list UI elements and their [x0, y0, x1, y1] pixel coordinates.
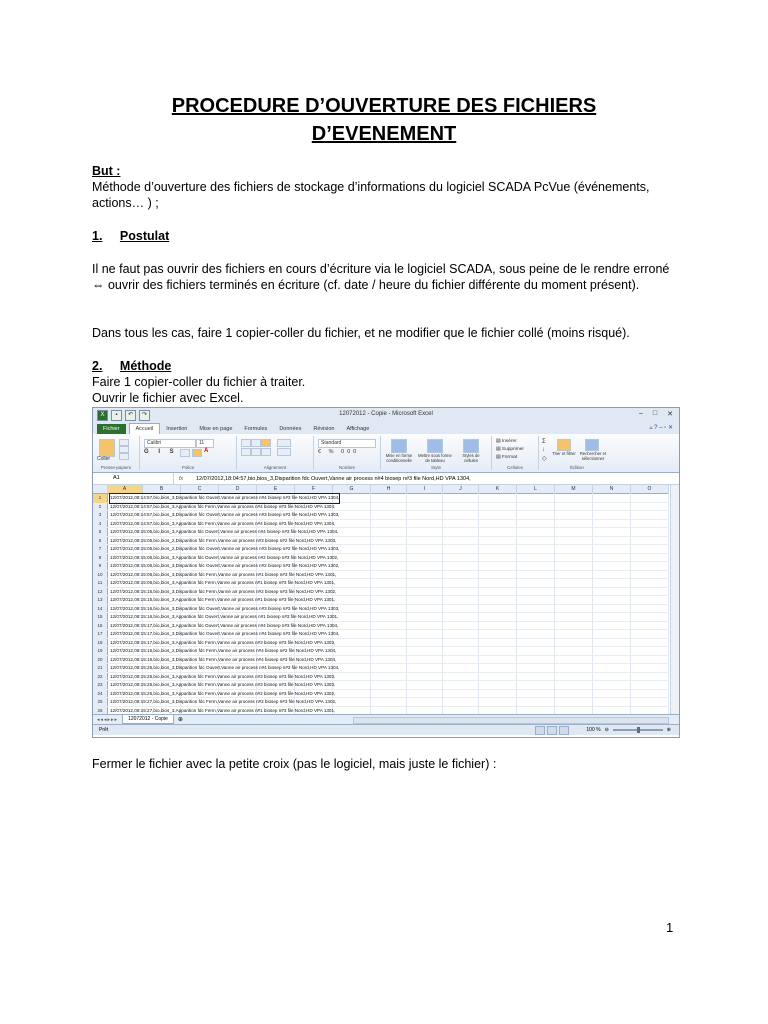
- ribbon-group-clipboard: [93, 436, 140, 470]
- row-header[interactable]: 3: [93, 511, 108, 521]
- ribbon-group-cells: [492, 436, 539, 470]
- paste-label: Coller: [97, 456, 111, 462]
- section2-number: 2.: [92, 359, 103, 373]
- row-header[interactable]: 26: [93, 707, 108, 717]
- row-header[interactable]: 2: [93, 503, 108, 513]
- clear-icon[interactable]: ◇: [542, 456, 547, 462]
- table-row[interactable]: 12/07/2012,08:15:26,bio,bios_3,Disparition fdc Ouvert,Vanne air process n#4 biosep n#3 file Nord,HD VPA 1304,: [110, 665, 340, 670]
- group-label-cells: Cellules: [506, 465, 523, 470]
- number-format-select[interactable]: Standard: [318, 439, 376, 448]
- column-header[interactable]: E: [257, 485, 295, 494]
- table-row[interactable]: 12/07/2012,08:15:15,bio,bios_3,Disparition fdc Ferm,Vanne air process n#2 biosep n#3 file Nord,HD VPA 1302,: [110, 588, 337, 594]
- copy-icon[interactable]: [119, 446, 129, 453]
- group-label-number: Nombre: [338, 465, 355, 470]
- align-bottom-icon[interactable]: [261, 439, 271, 447]
- conditional-format-icon[interactable]: [391, 439, 407, 453]
- wrap-text-icon[interactable]: [277, 439, 291, 447]
- insert-button[interactable]: ▤ Insérer: [496, 439, 517, 444]
- table-row[interactable]: 12/07/2012,08:15:17,bio,bios_3,Apparition fdc Ferm,Vanne air process n#3 biosep n#3 file Nord,HD VPA 1303,: [110, 639, 336, 645]
- row-header[interactable]: 4: [93, 520, 108, 530]
- table-row[interactable]: 12/07/2012,08:15:16,bio,bios_3,Disparition fdc Ouvert,Vanne air process n#3 biosep n#3 file Nord,HD VPA 1303,: [110, 605, 340, 611]
- help-icon[interactable]: ?: [654, 425, 658, 431]
- row-header[interactable]: 22: [93, 673, 108, 683]
- align-middle-icon[interactable]: [251, 439, 261, 447]
- close-icon[interactable]: ✕: [667, 411, 673, 418]
- but-text: Méthode d’ouverture des fichiers de stockage d’informations du logiciel SCADA PcVue (événements, actions… ) ;: [92, 180, 650, 210]
- row-header[interactable]: 25: [93, 698, 108, 708]
- minimize-icon[interactable]: –: [638, 410, 643, 417]
- find-select-icon[interactable]: [585, 439, 599, 451]
- fermer-text: Fermer le fichier avec la petite croix (pas le logiciel, mais juste le fichier) :: [92, 757, 497, 771]
- table-row[interactable]: 12/07/2012,08:15:26,bio,bios_3,Apparition fdc Ferm,Vanne air process n#3 biosep n#3 file Nord,HD VPA 1303,: [110, 682, 336, 687]
- sort-filter-label: Trier et filtrer: [552, 451, 576, 456]
- section2-heading: [92, 358, 682, 374]
- row-header[interactable]: 20: [93, 656, 108, 666]
- but-section: [92, 163, 682, 211]
- row-header[interactable]: 17: [93, 630, 108, 640]
- table-row[interactable]: 12/07/2012,08:15:06,bio,bios_3,Apparition fdc Ouvert,Vanne air process n#2 biosep n#3 file Nord,HD VPA 1302,: [110, 554, 339, 560]
- ribbon-tab[interactable]: Insertion: [166, 426, 188, 432]
- table-row[interactable]: 12/07/2012,08:15:16,bio,bios_3,Apparition fdc Ouvert,Vanne air process n#1 biosep n#3 file Nord,HD VPA 1301,: [110, 614, 339, 619]
- row-header[interactable]: 15: [93, 613, 108, 623]
- fill-color-icon[interactable]: [192, 449, 202, 457]
- title-line-1: PROCEDURE D’OUVERTURE DES FICHIERS: [171, 95, 597, 117]
- table-row[interactable]: 12/07/2012,08:15:16,bio,bios_2,Disparition fdc Ferm,Vanne air process n#4 biosep n#2 file Nord,HD VPA 1304,: [110, 648, 337, 653]
- merge-icon[interactable]: [277, 448, 291, 456]
- vertical-scrollbar[interactable]: [670, 485, 679, 714]
- column-header[interactable]: J: [443, 485, 479, 494]
- column-header[interactable]: L: [517, 485, 555, 494]
- column-header[interactable]: B: [143, 485, 181, 494]
- column-header[interactable]: O: [631, 485, 669, 494]
- column-header[interactable]: D: [219, 485, 257, 494]
- table-row[interactable]: 12/07/2012,08:15:06,bio,bios_3,Apparition fdc Ferm,Vanne air process n#1 biosep n#3 file Nord,HD VPA 1301,: [110, 580, 336, 585]
- align-right-icon[interactable]: [261, 448, 271, 456]
- minimize-ribbon-icon[interactable]: ▵: [649, 425, 653, 431]
- format-table-icon[interactable]: [427, 439, 443, 453]
- group-label-font: Police: [181, 465, 195, 470]
- column-header[interactable]: I: [407, 485, 443, 494]
- format-table-label: Mettre sous forme de tableau: [418, 453, 452, 463]
- conditional-format-label: Mise en forme conditionnelle: [385, 453, 413, 463]
- page-layout-view-icon[interactable]: [547, 726, 557, 735]
- table-row[interactable]: 12/07/2012,08:14:57,bio,bios_3,Disparition fdc Ouvert,Vanne air process n#4 biosep n#3 file Nord,HD VPA 1304,: [110, 494, 339, 503]
- format-painter-icon[interactable]: [119, 453, 129, 460]
- table-row[interactable]: 12/07/2012,08:15:27,bio,bios_3,Disparition fdc Ferm,Vanne air process n#2 biosep n#3 file Nord,HD VPA 1302,: [110, 699, 337, 704]
- row-header[interactable]: 19: [93, 647, 108, 657]
- formula-bar: [93, 473, 679, 485]
- column-header[interactable]: H: [371, 485, 407, 494]
- ribbon-tab[interactable]: Révision: [313, 426, 335, 432]
- table-row[interactable]: 12/07/2012,08:15:27,bio,bios_3,Apparition fdc Ferm,Vanne air process n#1 biosep n#3 file Nord,HD VPA 1301,: [110, 707, 336, 713]
- table-row[interactable]: 12/07/2012,08:15:16,bio,bios_3,Disparition fdc Ferm,Vanne air process n#4 biosep n#3 file Nord,HD VPA 1304,: [110, 656, 337, 662]
- view-buttons: [535, 726, 569, 735]
- fill-icon[interactable]: ↓: [542, 447, 545, 453]
- ribbon-tab[interactable]: Accueil: [129, 423, 161, 434]
- number-buttons[interactable]: € % 000: [318, 449, 360, 455]
- font-color-icon[interactable]: A: [204, 448, 209, 454]
- cut-icon[interactable]: [119, 439, 129, 446]
- ribbon-group-editing: [539, 436, 615, 470]
- row-header[interactable]: 8: [93, 554, 108, 564]
- new-sheet-icon[interactable]: ⊕: [177, 717, 183, 723]
- align-center-icon[interactable]: [251, 448, 261, 456]
- ribbon-tab[interactable]: Données: [279, 426, 302, 432]
- table-row[interactable]: 12/07/2012,08:14:57,bio,bios_3,Apparition fdc Ferm,Vanne air process n#4 biosep n#3 file Nord,HD VPA 1304,: [110, 503, 336, 509]
- ribbon-group-number: [314, 436, 381, 470]
- table-row[interactable]: 12/07/2012,08:15:17,bio,bios_3,Disparition fdc Ouvert,Vanne air process n#4 biosep n#3 file Nord,HD VPA 1304,: [110, 631, 340, 636]
- column-header[interactable]: A: [107, 485, 143, 494]
- table-row[interactable]: 12/07/2012,08:15:06,bio,bios_3,Disparition fdc Ferm,Vanne air process n#1 biosep n#3 file Nord,HD VPA 1301,: [110, 571, 337, 577]
- section1-number: 1.: [92, 229, 103, 243]
- page-break-view-icon[interactable]: [559, 726, 569, 735]
- row-header[interactable]: 5: [93, 528, 108, 538]
- table-row[interactable]: 12/07/2012,08:15:05,bio,bios_2,Disparition fdc Ouvert,Vanne air process n#3 biosep n#2 file Nord,HD VPA 1303,: [110, 546, 340, 551]
- align-top-icon[interactable]: [241, 439, 251, 447]
- font-style-buttons[interactable]: G I S: [144, 449, 178, 455]
- table-row[interactable]: 12/07/2012,08:15:17,bio,bios_3,Apparition fdc Ouvert,Vanne air process n#4 biosep n#3 file Nord,HD VPA 1304,: [110, 622, 339, 628]
- ribbon-tab[interactable]: Affichage: [346, 426, 370, 432]
- undo-icon[interactable]: ↶: [125, 410, 136, 421]
- maximize-icon[interactable]: □: [652, 410, 658, 417]
- sheet-tabs-bar: [93, 714, 679, 724]
- row-header[interactable]: 11: [93, 579, 108, 589]
- row-header[interactable]: 14: [93, 605, 108, 615]
- column-header[interactable]: C: [181, 485, 219, 494]
- zoom-in-icon[interactable]: ⊕: [666, 727, 671, 733]
- ribbon-tabs: [93, 422, 679, 434]
- cell-styles-label: Styles de cellules: [462, 453, 480, 463]
- excel-titlebar: [93, 408, 679, 422]
- zoom-out-icon[interactable]: ⊖: [604, 727, 609, 733]
- excel-window-title: 12072012 - Copie - Microsoft Excel: [339, 411, 433, 417]
- ribbon-group-style: [381, 436, 492, 470]
- table-row[interactable]: 12/07/2012,08:14:57,bio,bios_3,Disparition fdc Ouvert,Vanne air process n#3 biosep n#3 file Nord,HD VPA 1303,: [110, 512, 340, 517]
- zoom-level: 100 %: [586, 727, 601, 733]
- row-header[interactable]: 6: [93, 537, 108, 547]
- find-select-label: Rechercher et sélectionner: [579, 451, 607, 461]
- sort-filter-icon[interactable]: [557, 439, 571, 451]
- table-row[interactable]: 12/07/2012,08:15:15,bio,bios_3,Apparition fdc Ferm,Vanne air process n#1 biosep n#3 file Nord,HD VPA 1301,: [110, 597, 336, 602]
- select-all-corner[interactable]: [93, 485, 108, 494]
- save-icon[interactable]: ▪: [111, 410, 122, 421]
- workbook-minimize-icon[interactable]: –: [659, 425, 663, 431]
- excel-screenshot: [92, 407, 680, 738]
- table-row[interactable]: 12/07/2012,08:15:05,bio,bios_3,Apparition fdc Ouvert,Vanne air process n#4 biosep n#3 file Nord,HD VPA 1304,: [110, 529, 339, 534]
- sheet-tab[interactable]: 12072012 - Copie: [122, 715, 174, 724]
- table-row[interactable]: 12/07/2012,08:15:26,bio,bios_3,Apparition fdc Ferm,Vanne air process n#3 biosep n#3 file Nord,HD VPA 1303,: [110, 673, 336, 679]
- group-label-clipboard: Presse-papiers: [100, 465, 132, 470]
- zoom-slider[interactable]: [613, 729, 663, 731]
- row-header[interactable]: 23: [93, 681, 108, 691]
- table-row[interactable]: 12/07/2012,08:15:06,bio,bios_3,Disparition fdc Ouvert,Vanne air process n#2 biosep n#3 file Nord,HD VPA 1302,: [110, 563, 340, 568]
- ribbon-group-font: [140, 436, 237, 470]
- cell-styles-icon[interactable]: [463, 439, 479, 453]
- formula-input[interactable]: 12/07/2012,18:04:57,bio,bios_3,Disparition fdc Ouvert,Vanne air process n#4 biosep n#3 file Nord,HD VPA 1304,: [196, 475, 471, 482]
- row-header[interactable]: 12: [93, 588, 108, 598]
- status-text: Prêt: [99, 727, 109, 733]
- ribbon-tab[interactable]: Fichier: [97, 424, 126, 434]
- normal-view-icon[interactable]: [535, 726, 545, 735]
- autosum-icon[interactable]: Σ: [542, 439, 546, 445]
- column-header[interactable]: M: [555, 485, 593, 494]
- zoom-control: [586, 727, 671, 733]
- font-name-select[interactable]: Calibri: [144, 439, 196, 448]
- methode-line-1: Faire 1 copier-coller du fichier à traiter.: [92, 375, 306, 389]
- excel-logo-icon: X: [97, 410, 108, 421]
- ribbon-tab[interactable]: Mise en page: [199, 426, 233, 432]
- horizontal-scrollbar[interactable]: [353, 717, 669, 724]
- row-header[interactable]: 24: [93, 690, 108, 700]
- document-title: [0, 92, 768, 148]
- table-row[interactable]: 12/07/2012,08:15:26,bio,bios_3,Apparition fdc Ferm,Vanne air process n#2 biosep n#3 file Nord,HD VPA 1302,: [110, 690, 336, 696]
- paste-icon[interactable]: [99, 439, 115, 457]
- row-header[interactable]: 16: [93, 622, 108, 632]
- row-header[interactable]: 18: [93, 639, 108, 649]
- table-row[interactable]: 12/07/2012,08:15:05,bio,bios_2,Disparition fdc Ferm,Vanne air process n#3 biosep n#2 file Nord,HD VPA 1303,: [110, 537, 337, 543]
- spreadsheet-grid[interactable]: [93, 485, 679, 714]
- group-label-style: Style: [430, 465, 441, 470]
- sheet-nav-arrows[interactable]: ◂◂◂▸▸▸: [97, 716, 119, 723]
- but-label: But :: [92, 164, 121, 178]
- column-header[interactable]: K: [479, 485, 517, 494]
- row-header[interactable]: 13: [93, 596, 108, 606]
- postulat-text: Il ne faut pas ouvrir des fichiers en cours d’écriture via le logiciel SCADA, sous peine de le rendre erroné ⇔ ouvrir des fichiers terminés en écriture (cf. date / heure du fichier différente du moment présent).: [92, 262, 670, 292]
- ribbon: [93, 434, 679, 473]
- table-row[interactable]: 12/07/2012,08:14:57,bio,bios_3,Apparition fdc Ferm,Vanne air process n#4 biosep n#3 file Nord,HD VPA 1304,: [110, 520, 336, 526]
- row-header[interactable]: 21: [93, 664, 108, 674]
- delete-button[interactable]: ▤ Supprimer: [496, 447, 525, 452]
- section1-title: Postulat: [119, 229, 170, 243]
- group-label-alignment: Alignement: [263, 465, 287, 470]
- methode-line-2: Ouvrir le fichier avec Excel.: [92, 391, 244, 405]
- row-header[interactable]: 10: [93, 571, 108, 581]
- section2-title: Méthode: [119, 359, 172, 373]
- status-bar: [93, 724, 679, 735]
- postulat-text-2: Dans tous les cas, faire 1 copier-coller du fichier, et ne modifier que le fichier collé (moins risqué).: [92, 326, 630, 340]
- ribbon-right-icons: [649, 424, 673, 431]
- title-line-2: D’EVENEMENT: [311, 123, 457, 145]
- page-number: 1: [666, 920, 674, 935]
- name-box[interactable]: A1: [93, 473, 174, 484]
- column-header[interactable]: F: [295, 485, 333, 494]
- redo-icon[interactable]: ↷: [139, 410, 150, 421]
- window-controls: [639, 410, 673, 418]
- group-label-editing: Édition: [570, 465, 584, 470]
- fx-icon[interactable]: fx: [178, 475, 184, 482]
- row-header[interactable]: 9: [93, 562, 108, 572]
- align-left-icon[interactable]: [241, 448, 251, 456]
- ribbon-tab[interactable]: Formules: [244, 426, 268, 432]
- format-button[interactable]: ▤ Format: [496, 455, 518, 460]
- section1-heading: [92, 228, 682, 244]
- column-header[interactable]: G: [333, 485, 371, 494]
- font-size-select[interactable]: 11: [196, 439, 214, 448]
- ribbon-group-alignment: [237, 436, 314, 470]
- workbook-close-icon[interactable]: ✕: [667, 425, 673, 431]
- workbook-restore-icon[interactable]: ▫: [664, 425, 667, 431]
- column-header[interactable]: N: [593, 485, 631, 494]
- border-icon[interactable]: [180, 449, 190, 457]
- row-header[interactable]: 1: [93, 494, 108, 504]
- row-header[interactable]: 7: [93, 545, 108, 555]
